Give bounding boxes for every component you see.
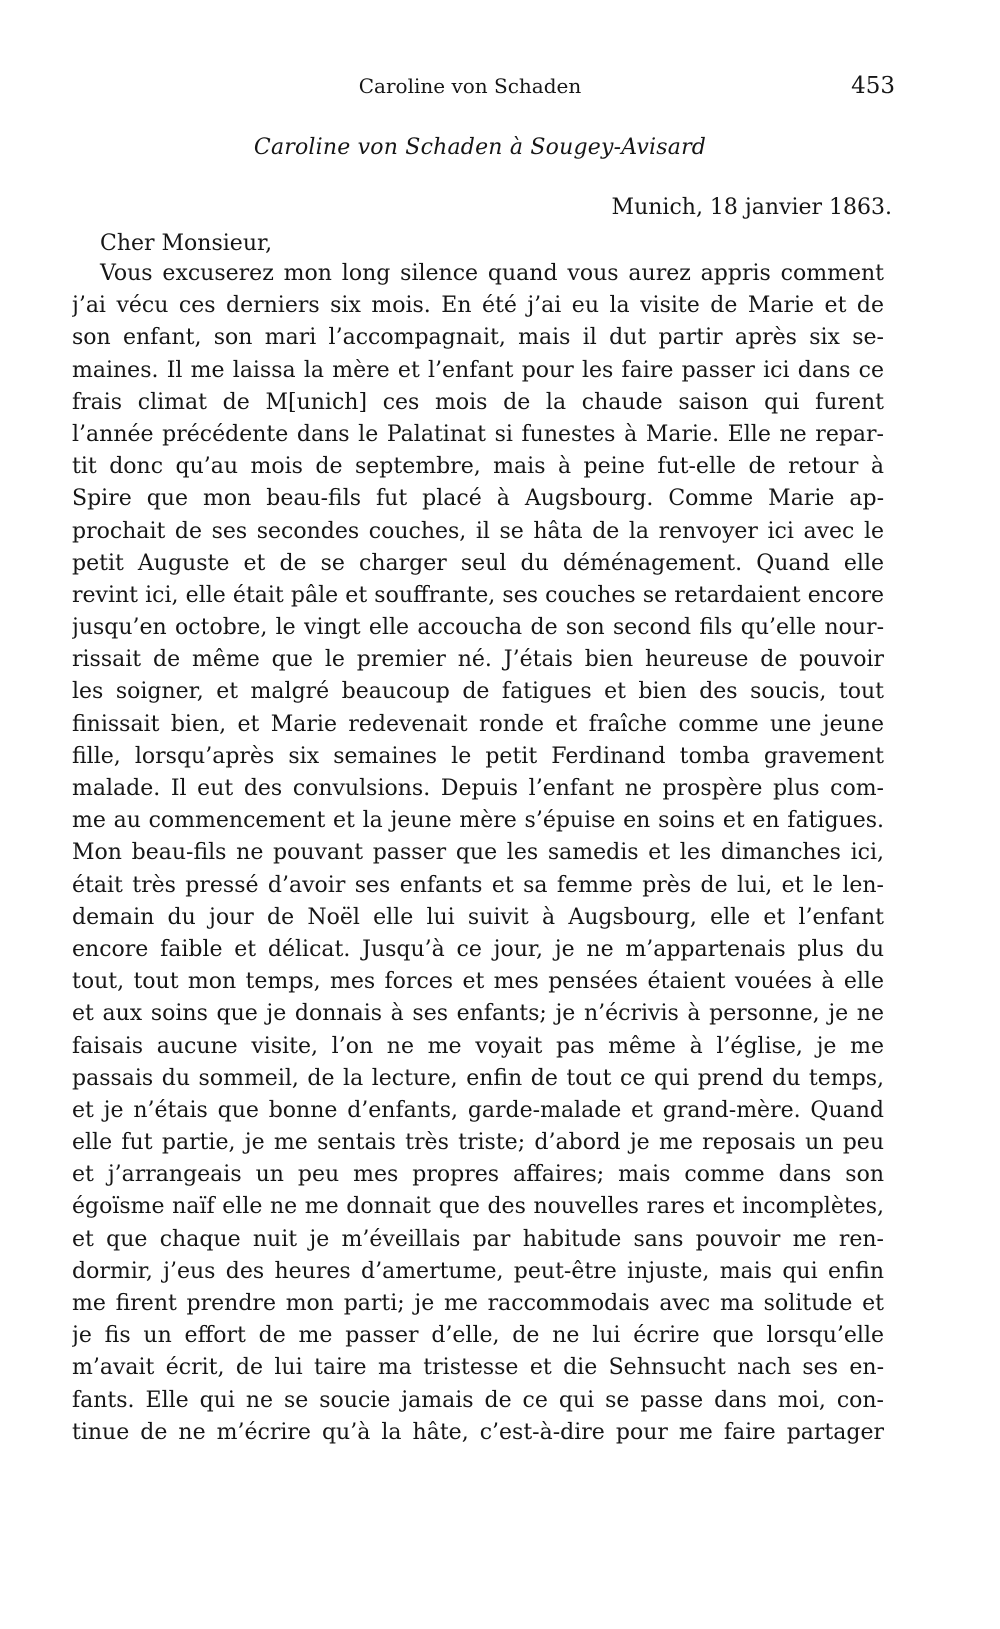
text-line: fille, lorsqu’après six semaines le petit Ferdinand tomba gravement [72, 743, 884, 769]
text-line: malade. Il eut des convulsions. Depuis l’enfant ne prospère plus com- [72, 776, 884, 801]
text-line: et que chaque nuit je m’éveillais par habitude sans pouvoir me ren- [72, 1226, 884, 1252]
text-line: passais du sommeil, de la lecture, enfin de tout ce qui prend du temps, [72, 1065, 884, 1091]
text-line: elle fut partie, je me sentais très triste; d’abord je me reposais un peu [72, 1130, 884, 1156]
text-line: et je n’étais que bonne d’enfants, garde-malade et grand-mère. Quand [72, 1097, 884, 1123]
text-line: revint ici, elle était pâle et souffrante, ses couches se retardaient encore [72, 582, 884, 608]
text-line: faisais aucune visite, l’on ne me voyait pas même à l’église, je me [72, 1033, 884, 1059]
text-line: prochait de ses secondes couches, il se hâta de la renvoyer ici avec le [72, 518, 884, 544]
text-line: me au commencement et la jeune mère s’épuise en soins et en fatigues. [72, 808, 884, 834]
text-line: était très pressé d’avoir ses enfants et sa femme près de lui, et le len- [72, 872, 884, 898]
text-line: demain du jour de Noël elle lui suivit à Augsbourg, elle et l’enfant [72, 904, 884, 930]
text-line: les soigner, et malgré beaucoup de fatigues et bien des soucis, tout [72, 679, 884, 705]
text-line: dormir, j’eus des heures d’amertume, peut-être injuste, mais qui enfin [72, 1258, 884, 1284]
letter-heading: Caroline von Schaden à Sougey-Avisard [253, 135, 707, 160]
running-head [0, 68, 1000, 104]
text-line: Mon beau-fils ne pouvant passer que les samedis et les dimanches ici, [72, 840, 884, 866]
text-line: rissait de même que le premier né. J’étais bien heureuse de pouvoir [72, 647, 884, 673]
text-line: encore faible et délicat. Jusqu’à ce jour, je ne m’appartenais plus du [72, 936, 884, 962]
text-line: et aux soins que je donnais à ses enfants; je n’écrivis à personne, je ne [72, 1001, 884, 1027]
text-line: et j’arrangeais un peu mes propres affaires; mais comme dans son [72, 1162, 884, 1188]
text-line: finissait bien, et Marie redevenait ronde et fraîche comme une jeune [72, 711, 884, 737]
text-line: égoïsme naïf elle ne me donnait que des nouvelles rares et incomplètes, [72, 1194, 884, 1220]
salutation: Cher Monsieur, [100, 231, 273, 256]
text-line: tout, tout mon temps, mes forces et mes pensées étaient vouées à elle [72, 969, 884, 995]
running-title: Caroline von Schaden [358, 74, 582, 98]
text-line: j’ai vécu ces derniers six mois. En été j’ai eu la visite de Marie et de [72, 293, 884, 319]
text-line: tinue de ne m’écrire qu’à la hâte, c’est-à-dire pour me faire partager [72, 1419, 884, 1445]
dateline: Munich, 18 janvier 1863. [611, 195, 892, 220]
text-line: me firent prendre mon parti; je me raccommodais avec ma solitude et [72, 1291, 884, 1316]
text-line: son enfant, son mari l’accompagnait, mais il dut partir après six se- [72, 325, 884, 351]
text-line: Vous excuserez mon long silence quand vous aurez appris comment [100, 261, 884, 286]
text-line: m’avait écrit, de lui taire ma tristesse et die Sehnsucht nach ses en- [72, 1355, 884, 1381]
text-line: Spire que mon beau-fils fut placé à Augsbourg. Comme Marie ap- [72, 486, 884, 512]
letter-body [72, 258, 884, 1449]
text-line: frais climat de M[unich] ces mois de la chaude saison qui furent [72, 389, 884, 415]
text-line: jusqu’en octobre, le vingt elle accoucha de son second fils qu’elle nour- [72, 615, 884, 641]
text-line: je fis un effort de me passer d’elle, de ne lui écrire que lorsqu’elle [72, 1323, 884, 1349]
text-line: tit donc qu’au mois de septembre, mais à peine fut-elle de retour à [72, 454, 884, 480]
page-number: 453 [851, 73, 895, 99]
text-line: maines. Il me laissa la mère et l’enfant pour les faire passer ici dans ce [72, 357, 884, 383]
text-line: fants. Elle qui ne se soucie jamais de ce qui se passe dans moi, con- [72, 1387, 884, 1413]
text-line: l’année précédente dans le Palatinat si funestes à Marie. Elle ne repar- [72, 421, 884, 447]
text-line: petit Auguste et de se charger seul du déménagement. Quand elle [72, 550, 884, 576]
